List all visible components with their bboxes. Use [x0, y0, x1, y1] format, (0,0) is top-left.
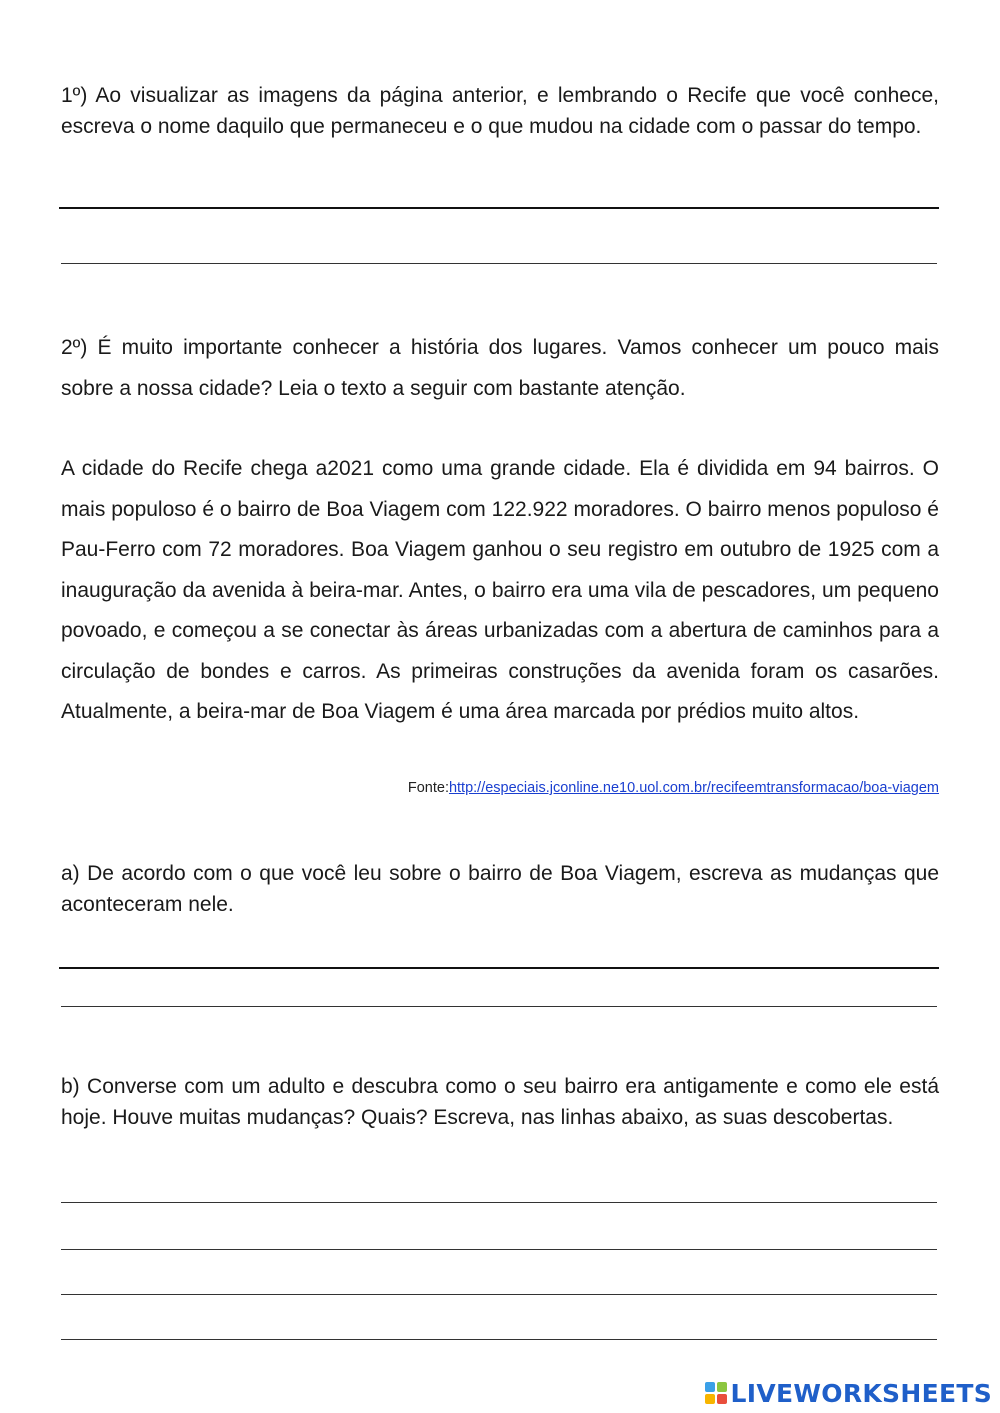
reading-passage: A cidade do Recife chega a2021 como uma grande cidade. Ela é dividida em 94 bairros. O mais populoso é o bairro de Boa Viagem com 122.922 moradores. O bairro menos populoso é Pau-Ferro com 72 moradores. Boa Viagem ganhou o seu registro em outubro de 1925 com a inauguração da avenida à beira-mar. Antes, o bairro era uma vila de pescadores, um pequeno povoado, e começou a se conectar às áreas urbanizadas com a abertura de caminhos para a circulação de bondes e carros. As primeiras construções da avenida foram os casarões. Atualmente, a beira-mar de Boa Viagem é uma área marcada por prédios muito altos. — [61, 457, 939, 723]
answer-line[interactable] — [61, 1006, 937, 1007]
answer-line-thick[interactable] — [59, 207, 939, 209]
liveworksheets-logo-icon — [705, 1382, 727, 1404]
answer-line[interactable] — [61, 263, 937, 264]
answer-line[interactable] — [61, 1202, 937, 1203]
source-link[interactable]: http://especiais.jconline.ne10.uol.com.br/recifeemtransformacao/boa-viagem — [448, 780, 939, 796]
source-citation — [408, 780, 939, 796]
answer-line[interactable] — [61, 1294, 937, 1295]
answer-line[interactable] — [61, 1249, 937, 1250]
question-1-text: 1º) Ao visualizar as imagens da página anterior, e lembrando o Recife que você conhece, escreva o nome daquilo que permaneceu e o que mudou na cidade com o passar do tempo. — [61, 84, 939, 138]
question-2-intro: 2º) É muito importante conhecer a história dos lugares. Vamos conhecer um pouco mais sobre a nossa cidade? Leia o texto a seguir com bastante atenção. — [61, 336, 939, 400]
question-a-text: a) De acordo com o que você leu sobre o bairro de Boa Viagem, escreva as mudanças que aconteceram nele. — [61, 862, 939, 916]
answer-line[interactable] — [61, 1339, 937, 1340]
liveworksheets-logo — [705, 1376, 992, 1410]
question-b-text: b) Converse com um adulto e descubra como o seu bairro era antigamente e como ele está hoje. Houve muitas mudanças? Quais? Escreva, nas linhas abaixo, as suas descobertas. — [61, 1075, 939, 1129]
logo-wordmark: LIVEWORKSHEETS — [730, 1378, 992, 1408]
answer-line-thick[interactable] — [59, 967, 939, 969]
source-label: Fonte: — [407, 780, 449, 796]
